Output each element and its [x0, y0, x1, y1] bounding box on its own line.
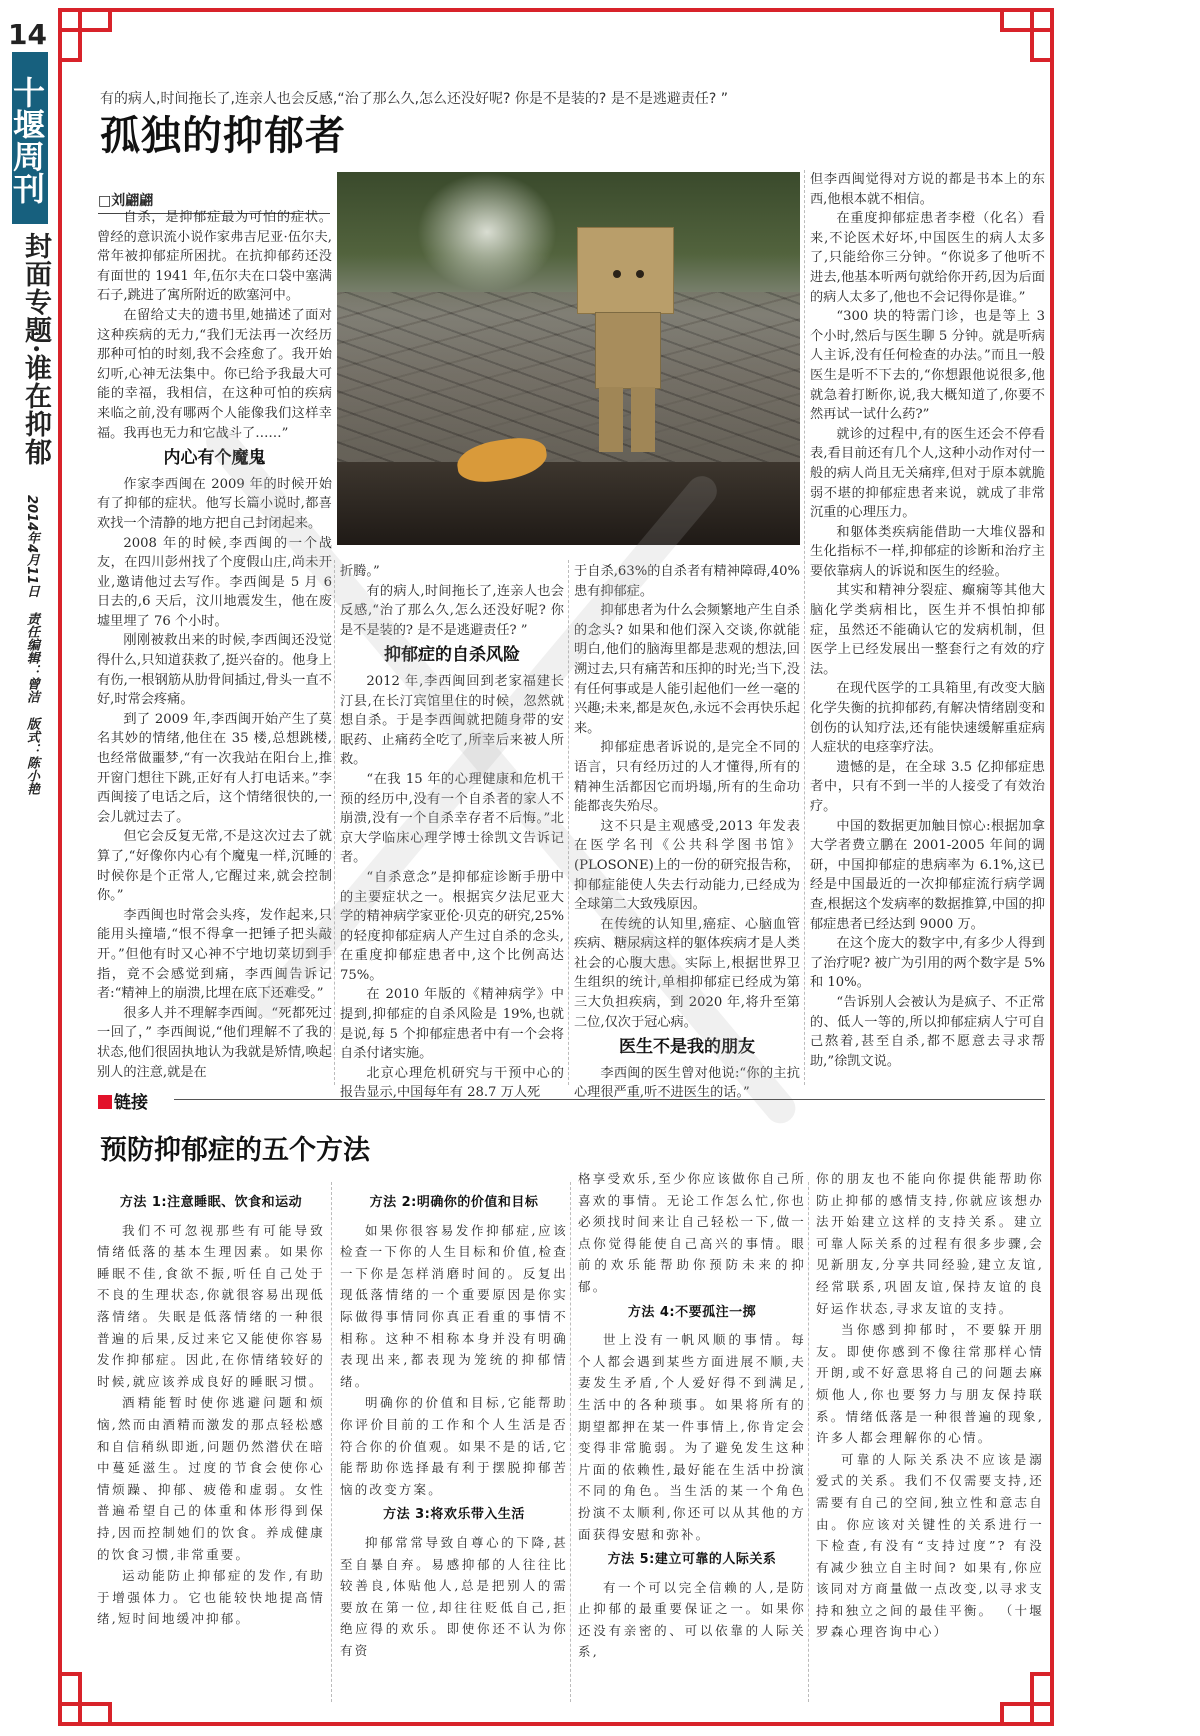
- photo-box-figure-body: [595, 312, 661, 389]
- paragraph: 李西闽也时常会头疼，发作起来,只能用头撞墙,“恨不得拿一把锤子把头敲开。”但他有时又心神不宁地切菜切到手指，竟不会感觉到痛，李西闽告诉记者:“精神上的崩溃,比埋在底下还难受。”: [97, 907, 332, 1002]
- paragraph: 世上没有一帆风顺的事情。每个人都会遇到某些方面进展不顺,夫妻发生矛盾,个人爱好得不到满足,生活中的各种琐事。如果将所有的期望都押在某一件事情上,你肯定会变得非常脆弱。为了避免发生这种片面的依赖性,最好能在生活中扮演不同的角色。当生活的某一个角色扮演不太顺利,你还可以从其他的方面获得安慰和弥补。: [578, 1332, 806, 1542]
- paragraph: 2012 年,李西闽回到老家福建长汀县,在长汀宾馆里住的时候，忽然就想自杀。于是李西闽就把随身带的安眠药、止痛药全吃了,所幸后来被人所救。: [340, 673, 564, 768]
- subheading: 内心有个魔鬼: [163, 448, 266, 469]
- paragraph: 有的病人,时间拖长了,连亲人也会反感,“治了那么久,怎么还没好呢? 你是不是装的? 是不是逃避责任? ”: [340, 583, 564, 638]
- editor-credit: 责任编辑：曾洁: [24, 611, 39, 703]
- paragraph: 我们不可忽视那些有可能导致情绪低落的基本生理因素。如果你睡眠不佳,食欲不振,听任自己处于不良的生理状态,你就很容易出现低落情绪。失眠是低落情绪的一种很普遍的后果,反过来它又能使你容易发作抑郁症。因此,在你情绪较好的时候,就应该养成良好的睡眠习惯。: [97, 1222, 325, 1389]
- paragraph: 在现代医学的工具箱里,有改变大脑化学失衡的抗抑郁药,有解决情绪剧变和创伤的认知疗法,还有能快速缓解重症病人症状的电痉挛疗法。: [810, 681, 1045, 756]
- paragraph: 就诊的过程中,有的医生还会不停看表,看目前还有几个人,这种小动作对付一般的病人尚且无关痛痒,但对于原本就脆弱不堪的抑郁症患者来说，就成了非常沉重的心理压力。: [810, 426, 1045, 521]
- paragraph: 当你感到抑郁时，不要躲开朋友。即使你感到不像往常那样心情开朗,或不好意思将自己的问题去麻烦他人,你也要努力与朋友保持联系。情绪低落是一种很普遍的现象,许多人都会理解你的心情。: [816, 1322, 1044, 1446]
- red-square-icon: [98, 1095, 112, 1109]
- corner-ornament: [1000, 12, 1050, 32]
- paragraph: 在留给丈夫的遗书里,她描述了面对这种疾病的无力,“我们无法再一次经历那种可怕的时刻,我不会痊愈了。我开始幻听,心神无法集中。你已给予我最大可能的幸福，我相信，在这种可怕的疾病来临之前,没有哪两个人能像我们这样幸福。我再也无力和它战斗了……”: [97, 307, 332, 441]
- paragraph: 北京心理危机研究与干预中心的报告显示,中国每年有 28.7 万人死: [340, 1065, 564, 1101]
- paragraph: 在重度抑郁症患者李橙（化名）看来,不论医术好坏,中国医生的病人太多了,只能给你三分钟。“你说多了他听不进去,他基本听两句就给你开药,因为后面的病人太多了,他也不会记得你是谁。”: [810, 211, 1045, 305]
- subheading: 方法 2:明确你的价值和目标: [369, 1195, 539, 1210]
- byline: □刘翩翩: [98, 190, 330, 214]
- paragraph: 如果你很容易发作抑郁症,应该检查一下你的人生目标和价值,检查一下你是怎样消磨时间的。反复出现低落情绪的一个重要原因是你实际做得事情同你真正看重的事情不相称。这种不相称本身并没有明确表现出来,都表现为笼统的抑郁情绪。: [340, 1222, 568, 1389]
- photo-sky: [417, 172, 557, 292]
- page-number: 14: [8, 18, 47, 51]
- corner-ornament: [1000, 1702, 1050, 1722]
- paragraph: 在这个庞大的数字中,有多少人得到了治疗呢? 被广为引用的两个数字是 5%和 10%。: [810, 936, 1045, 991]
- paragraph: 折腾。”: [340, 564, 380, 579]
- layout-credit: 版式：陈小艳: [24, 717, 39, 796]
- column-divider: [808, 1182, 809, 1702]
- header-rule: [174, 1099, 1045, 1100]
- tips-column-3: [578, 1168, 806, 1663]
- subheading: 方法 3:将欢乐带入生活: [383, 1507, 525, 1523]
- corner-ornament: [62, 1702, 112, 1722]
- link-label: 链接: [114, 1093, 148, 1113]
- paragraph: 运动能防止抑郁症的发作,有助于增强体力。它也能较快地提高情绪,短时间地缓冲抑郁。: [97, 1568, 325, 1627]
- paragraph: 中国的数据更加触目惊心:根据加拿大学者费立鹏在 2001-2005 年间的调研，中国抑郁症的患病率为 6.1%,这已经是中国最近的一次抑郁症流行病学调查,根据这个发病率的数据推算,中国的抑郁症患者已经达到 9000 万。: [810, 818, 1045, 932]
- paragraph: 刚刚被救出来的时候,李西闽还没觉得什么,只知道获救了,挺兴奋的。他身上有伤,一根钢筋从肋骨间插过,骨头一直不好,时常会疼痛。: [97, 633, 332, 708]
- paragraph: “告诉别人会被认为是疯子、不正常的、低人一等的,所以抑郁症病人宁可自己熬着,甚至自杀,都不愿意去寻求帮助,”徐凯文说。: [810, 994, 1045, 1069]
- dateline: [22, 495, 41, 805]
- paragraph: 于自杀,63%的自杀者有精神障碍,40%患有抑郁症。: [574, 564, 800, 599]
- paragraph: 其实和精神分裂症、癫痫等其他大脑化学类病相比，医生并不惧怕抑郁症，虽然还不能确认它的发病机制，但医学上已经发展出一整套行之有效的疗法。: [810, 583, 1045, 677]
- paragraph: 抑郁常常导致自尊心的下降,甚至自暴自弃。易感抑郁的人往往比较善良,体贴他人,总是把别人的需要放在第一位,却往往贬低自己,拒绝应得的欢乐。即使你还不认为你有资: [340, 1534, 568, 1658]
- masthead: 十堰周刊: [12, 52, 48, 224]
- paragraph: 遗憾的是，在全球 3.5 亿抑郁症患者中，只有不到一半的人接受了有效治疗。: [810, 759, 1045, 814]
- paragraph: 你的朋友也不能向你提供能帮助你防止抑郁的感情支持,你就应该想办法开始建立这样的支持关系。建立可靠人际关系的过程有很多步骤,会见新朋友,分享共同经验,建立友谊,经常联系,巩固友谊,保持友谊的良好运作状态,寻求友谊的支持。: [816, 1171, 1044, 1316]
- column-divider: [568, 560, 569, 1085]
- tips-column-2: [340, 1188, 568, 1661]
- section-title: 封面专题·谁在抑郁: [20, 232, 51, 467]
- subheading: 方法 1:注意睡眠、饮食和运动: [119, 1195, 303, 1210]
- corner-ornament: [62, 12, 112, 32]
- paragraph: 但李西闽觉得对方说的都是书本上的东西,他根本就不相信。: [810, 172, 1045, 207]
- column-divider: [331, 1182, 332, 1702]
- paragraph: 自杀，是抑郁症最为可怕的症状。曾经的意识流小说作家弗吉尼亚·伍尔夫,常年被抑郁症所困扰。在抗抑郁药还没有面世的 1941 年,伍尔夫在口袋中塞满石子,跳进了寓所附近的欧塞河中。: [97, 210, 332, 304]
- article-photo: [337, 172, 800, 545]
- subheading: 抑郁症的自杀风险: [384, 645, 520, 666]
- paragraph: 李西闽的医生曾对他说:“你的主抗心理很严重,听不进医生的话。”: [574, 1065, 800, 1101]
- paragraph: 这不只是主观感受,2013 年发表在医学名刊《公共科学图书馆》(PLOSONE)上的一份的研究报告称，抑郁症能使人失去行动能力,已经成为全球第二大致残原因。: [574, 818, 800, 913]
- tips-column-1: [97, 1188, 325, 1630]
- paragraph: 但它会反复无常,不是这次过去了就算了,“好像你内心有个魔鬼一样,沉睡的时候你是个正常人,它醒过来,就会控制你。”: [97, 829, 332, 904]
- article-title: 孤独的抑郁者: [100, 112, 346, 159]
- photo-box-figure-head: [577, 227, 674, 314]
- paragraph: 到了 2009 年,李西闽开始产生了莫名其妙的情绪,他住在 35 楼,总想跳楼,也经常做噩梦,“有一次我站在阳台上,推开窗门想往下跳,正好有人打电话来。”李西闽接了电话之后，这个情绪很快的,一会儿就过去了。: [97, 711, 332, 825]
- paragraph: “在我 15 年的心理健康和危机干预的经历中,没有一个自杀者的家人不崩溃,没有一个自杀幸存者不后悔。”北京大学临床心理学博士徐凯文告诉记者。: [340, 771, 564, 866]
- subheading: 医生不是我的朋友: [619, 1037, 755, 1058]
- article-deck: 有的病人,时间拖长了,连亲人也会反感,“治了那么久,怎么还没好呢? 你是不是装的? 是不是逃避责任? ”: [100, 91, 728, 107]
- sidebar-title: 预防抑郁症的五个方法: [100, 1135, 370, 1166]
- column-divider: [570, 1182, 571, 1702]
- article-column-1: [97, 208, 332, 1082]
- paragraph: 有一个可以完全信赖的人,是防止抑郁的最重要保证之一。如果你还没有亲密的、可以依靠的人际关系,: [578, 1579, 806, 1660]
- column-divider: [334, 560, 335, 1085]
- photo-ground: [337, 462, 800, 545]
- tips-column-4: [816, 1168, 1044, 1643]
- paragraph: 明确你的价值和目标,它能帮助你评价目前的工作和个人生活是否符合你的价值观。如果不是的话,它能帮助你选择最有利于摆脱抑郁苦恼的改变方案。: [340, 1395, 568, 1497]
- paragraph: 可靠的人际关系决不应该是溺爱式的关系。我们不仅需要支持,还需要有自己的空间,独立性和意志自由。你应该对关键性的关系进行一下检查,有没有“支持过度”? 有没有减少独立自主时间? 如果有,你应该同对方商量做一点改变,以寻求支持和独立之间的最佳平衡。 （十堰罗森心理咨询中心）: [816, 1451, 1044, 1640]
- paragraph: 抑郁症患者诉说的,是完全不同的语言，只有经历过的人才懂得,所有的精神生活都因它而坍塌,所有的生命功能都丧失殆尽。: [574, 740, 800, 815]
- subheading: 方法 5:建立可靠的人际关系: [607, 1552, 777, 1568]
- paragraph: 和躯体类疾病能借助一大堆仪器和生化指标不一样,抑郁症的诊断和治疗主要依靠病人的诉说和医生的经验。: [810, 524, 1045, 579]
- column-divider: [804, 170, 805, 1085]
- paragraph: 抑郁患者为什么会频繁地产生自杀的念头? 如果和他们深入交谈,你就能明白,他们的脑海里都是悲观的想法,回溯过去,只有痛苦和压抑的时光;当下,没有任何事或是人能引起他们一丝一毫的兴趣;未来,都是灰色,永远不会再快乐起来。: [574, 603, 800, 736]
- subheading: 方法 4:不要孤注一掷: [627, 1304, 757, 1320]
- paragraph: 在传统的认知里,癌症、心脑血管疾病、糖尿病这样的躯体疾病才是人类社会的心腹大患。实际上,根据世界卫生组织的统计,单相抑郁症已经成为第三大负担疾病，到 2020 年,将升至第二位,仅次于冠心病。: [574, 916, 800, 1030]
- article-column-4: [810, 170, 1045, 1071]
- paragraph: 很多人并不理解李西闽。“死都死过一回了，” 李西闽说,“他们理解不了我的状态,他们很固执地认为我就是矫情,唤起别人的注意,就是在: [97, 1005, 332, 1080]
- link-header: [98, 1088, 1045, 1113]
- article-column-3: [574, 562, 800, 1103]
- paragraph: “300 块的特需门诊，也是等上 3 个小时,然后与医生聊 5 分钟。就是听病人主诉,没有任何检查的办法。”而且一般医生是听不下去的,“你想跟他说很多,他就急着打断你,说,我大概知道了,你要不然再试一试什么药?”: [810, 309, 1045, 423]
- paragraph: 格享受欢乐,至少你应该做你自己所喜欢的事情。无论工作怎么忙,你也必须找时间来让自己轻松一下,做一点你觉得能使自己高兴的事情。眼前的欢乐能帮助你预防未来的抑郁。: [578, 1171, 806, 1294]
- issue-date: 2014年4月11日: [24, 495, 39, 598]
- photo-box-figure-legs: [599, 387, 655, 452]
- paragraph: 作家李西闽在 2009 年的时候开始有了抑郁的症状。他写长篇小说时,都喜欢找一个清静的地方把自己封闭起来。: [97, 476, 332, 531]
- paragraph: 酒精能暂时使你逃避问题和烦恼,然而由酒精而激发的那点轻松感和自信稍纵即逝,问题仍然潜伏在暗中蔓延滋生。过度的节食会使你心情烦躁、抑郁、疲倦和虚弱。女性普遍希望自己的体重和体形得到保持,因而控制她们的饮食。养成健康的饮食习惯,非常重要。: [97, 1395, 325, 1562]
- paragraph: 在 2010 年版的《精神病学》中提到,抑郁症的自杀风险是 19%,也就是说,每 5 个抑郁症患者中有一个会将自杀付诸实施。: [340, 987, 564, 1062]
- paragraph: 2008 年的时候,李西闽的一个战友，在四川彭州找了个度假山庄,尚未开业,邀请他过去写作。李西闽是 5 月 6 日去的,6 天后，汶川地震发生，他在废墟里埋了 76 个小时。: [97, 535, 332, 629]
- article-column-2: [340, 562, 564, 1103]
- paragraph: “自杀意念”是抑郁症诊断手册中的主要症状之一。根据宾夕法尼亚大学的精神病学家亚伦·贝克的研究,25%的轻度抑郁症病人产生过自杀的念头,在重度抑郁症患者中,这个比例高达 75%。: [340, 869, 564, 983]
